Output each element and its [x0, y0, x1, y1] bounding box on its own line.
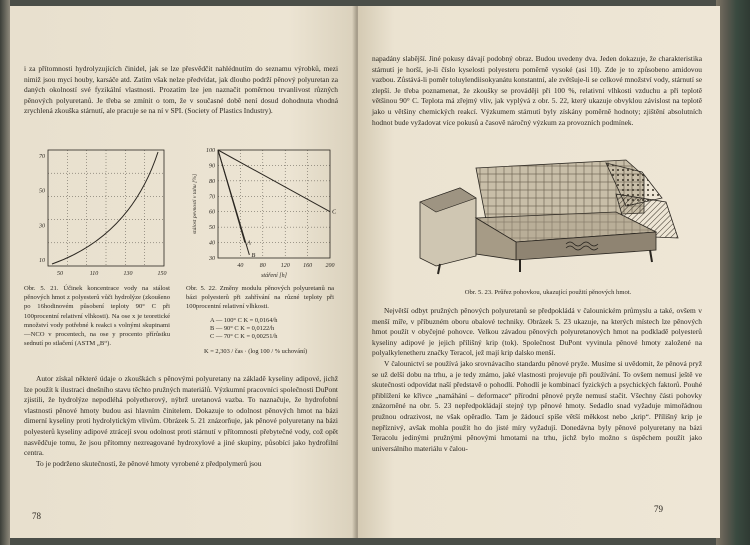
- series-label-a: A: [246, 239, 251, 247]
- x-tick-label: 80: [259, 263, 266, 269]
- y-axis-label: stálost pevnosti v tahu [%]: [192, 173, 198, 235]
- x-tick-label: 150: [157, 271, 167, 277]
- y-tick-label: 10: [39, 258, 45, 264]
- figure-5-23-caption: [398, 288, 698, 297]
- y-tick-label: 30: [209, 256, 215, 262]
- book-left-edge: [0, 0, 10, 545]
- figure-5-22-formula: K = 2,303 / čas · (log 100 / % uchování): [204, 347, 308, 355]
- y-tick-label: 100: [206, 148, 215, 154]
- figure-5-22-caption: [186, 284, 334, 355]
- left-body-paragraph: [24, 374, 338, 469]
- paragraph: i za přítomnosti hydrolyzujících činidel, jak se lze přesvědčit nahlédnutím do seznamu výrobků, mezi nimiž jsou mycí houby, karsáče atd. Zatím však nelze předvídat, jak dlouho podrží pěnový polyuretan za daných okolností své fyzikální vlastnosti. Prozatím lze jen naznačit poměrnou trvanlivost různých pěnových polyuretanů. Je třeba se zmínit o tom, že v současné době není dosud dohodnuta vhodná zrychlená zkouška stárnutí, ale pracuje se na ní v SPI. (Society of Plastics Industry).: [24, 64, 338, 116]
- y-tick-label: 40: [209, 240, 215, 247]
- data-curve: [52, 152, 158, 264]
- series-line-c: [218, 150, 330, 212]
- legend-line-c: C — 70° C K = 0,00251/h: [210, 333, 278, 341]
- y-tick-label: 60: [209, 209, 215, 216]
- right-body: [372, 306, 702, 454]
- y-tick-label: 50: [209, 225, 215, 232]
- fig21-plot: [38, 150, 167, 277]
- paragraph: V čalounictví se používá jako srovnávacího standardu pěnové pryže. Musíme si uvědomit, že pěnová pryž se už delší dobu na trhu, a je tedy známo, jaké vlastnosti projevuje při používání. To ovšem nemusí ještě ve skutečnosti odpovídat naší představě o pohodlí. Pohodlí je kombinací fyzických a psychických faktorů. Pouhé přiblížení ke křivce „namáhání – deformace“ přírodní pěnové pryže nemusí stačit. Všechny části pohovky znázorněné na obr. 5. 23 nepředpokládají stejný typ pěnové hmoty. Sedadlo snad vyžaduje mimořádnou pružnou odrazivost, ne však opěradlo. Tam je žádoucí spíše větší měkkost nebo „krip“. Přílišný krip je nepříznivý, avšak mohla použít ho do jisté míry vyžadují. Donedávna byly pěnové polyuretany na bázi Teracolu jedinými pružnými pěnovými hmotami na trhu, jichž bylo možno s úspěchem použít jako universálního materiálu v čalou-: [372, 358, 702, 453]
- y-tick-label: 30: [39, 223, 45, 230]
- x-tick-label: 110: [89, 271, 99, 277]
- x-axis-label: stáření [h]: [261, 273, 287, 279]
- x-tick-label: 160: [303, 263, 313, 269]
- right-page: [358, 6, 720, 538]
- y-tick-label: 70: [39, 154, 45, 160]
- x-tick-label: 50: [57, 271, 63, 277]
- x-tick-label: 200: [325, 263, 335, 269]
- y-tick-label: 50: [39, 188, 45, 195]
- y-tick-label: 90: [209, 163, 215, 170]
- fig22-plot: [192, 148, 336, 279]
- left-page: [10, 6, 358, 538]
- page-number-left: 78: [32, 511, 41, 521]
- caption-text: Obr. 5. 23. Průřez pohovkou, ukazující použití pěnových hmot.: [464, 289, 632, 296]
- plot-frame: [218, 150, 330, 258]
- left-top-paragraph: [24, 64, 338, 117]
- paragraph: napadány slabější. Jiné pokusy dávají podobný obraz. Budou uvedeny dva. Jeden dokazuje, že charakteristika stárnutí je horší, je-li číslo kyselosti polyesteru poměrně vysoké (asi 10). Zde je to způsobeno amidovou vazbou. Zůstává-li poměr toluylendiisokyanátu konstantní, ale zvětšuje-li se celkové množství vody, stárnutí se zlepší. Je třeba poznamenat, že zkoušky se prováději při 100 %, relativní vlhkosti vzduchu a při teplotě většinou 90° C. Teplota má zřejmý vliv, jak vyplývá z obr. 5. 22, který ukazuje obvyklou závislost na teplotě jako u většiny chemických reakcí. Výzkumem stárnutí byly získány poměrně hodnoty; zjištění absolutních hodnot bude vyžadovat více pokusů a časově náročný výzkum za provozních podmínek.: [372, 54, 702, 127]
- x-tick-label: 120: [280, 263, 290, 269]
- paragraph: Největší odbyt pružných pěnových polyuretanů se předpokládá v čalounickém průmyslu a také, ovšem v menší míře, v příbuzném oboru obalové techniky. Obrázek 5. 23 ukazuje, na kterých místech lze pěnových hmot použít v obyčejné pohovce. Velkou závadou pěnových polyuretanových hmot na podkladě polyesterů kyseliny adipové je jejich přílišný krip (tok). Společnost DuPont vyvinula pěnové hmoty založené na polyalkylenetheru značky Teracol, jež mají krip dalsko menší.: [372, 306, 702, 358]
- x-tick-label: 130: [123, 271, 133, 277]
- paragraph: To je podrženo skutečností, že pěnové hmoty vyrobené z předpolymerů jsou: [36, 458, 262, 468]
- figure-5-23-sofa-illustration: [416, 158, 688, 276]
- right-top-paragraph: [372, 54, 702, 128]
- series-line-b: [218, 150, 249, 255]
- y-tick-label: 70: [209, 194, 215, 201]
- series-label-c: C: [332, 208, 336, 216]
- page-number-right: 79: [654, 504, 663, 514]
- book-right-edge: [716, 0, 750, 545]
- legend-line-a: A — 100° C K = 0,0164/h: [210, 316, 278, 324]
- series-label-b: B: [251, 251, 256, 259]
- figure-5-21-chart: [24, 144, 172, 279]
- caption-text: Obr. 5. 21. Účinek koncentrace vody na stálost pěnových hmot z polyesterů vůči hydrolýze (zkoušeno po 16hodinovém působení teploty 90° C při 100procentní relativní vlhkosti). Na ose x je teoretické množství vody potřebné k reakci s volnými skupinami —NCO v procentech, na ose y procento přírůstku sednutí po stlačení (ASTM „B“).: [24, 285, 170, 348]
- legend-line-b: B — 90° C K = 0,0122/h: [210, 325, 275, 333]
- figure-5-21-caption: [24, 284, 170, 348]
- caption-text: Obr. 5. 22. Změny modulu pěnových polyuretanů na bázi polyesterů při zahřívání na různé teploty při 100procentní relativní vlhkosti.: [186, 285, 334, 311]
- paragraph: Autor získal některé údaje o zkouškách s pěnovými polyuretany na základě kyseliny adipové, jichž lze použít k ilustraci dnešního stavu těchto pružných materiálů. Výzkumní pracovníci společnosti DuPont zjistili, že hydrolýze nepodléhá polyetherový, nýbrž uretanová vazba. To naznačuje, že hydrofobní vlastnosti pěnové hmoty budou asi hlavním činitelem. Dokazuje to odolnost pěnových hmot na bázi dimerní kyseliny proti hydrolytickým vlivům. Obrázek 5. 21 znázorňuje, jak pěnové polyuretany na bázi polyesterů kyseliny adipové ztrácejí svou odolnost proti stárnutí v přítomnosti přebytečné vody, což opět nasvědčuje tomu, že jsou přítomny nezreagované hydroxylové a jiné skupiny, působící jako hydrofilní centra.: [24, 374, 338, 458]
- figure-5-22-chart: [186, 146, 336, 281]
- x-tick-label: 40: [237, 263, 244, 269]
- figure-5-22-legend: [186, 317, 334, 342]
- y-tick-label: 80: [209, 178, 215, 185]
